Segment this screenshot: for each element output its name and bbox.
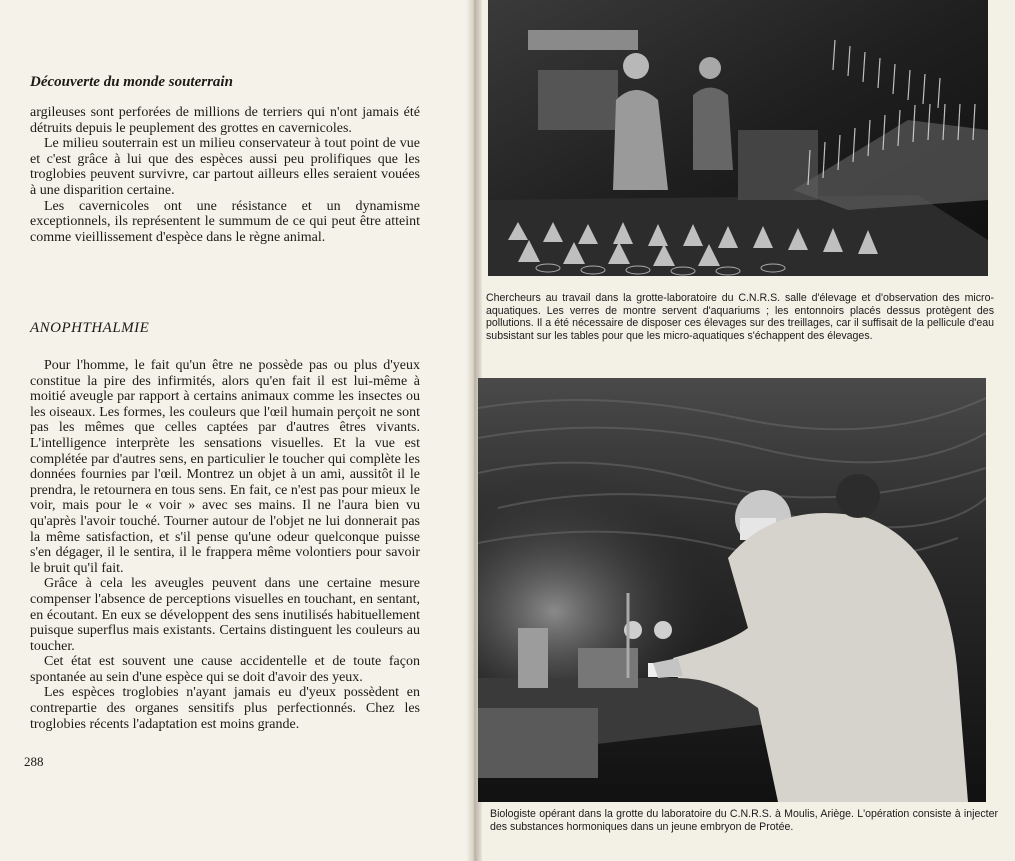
photo-laboratory-funnels [488, 0, 988, 276]
paragraph: Pour l'homme, le fait qu'un être ne possède pas ou plus d'yeux constitue la pire des infirmités, alors qu'en fait il est lui-même à moitié aveugle par rapport à certains animaux comme les insectes ou les oiseaux. Les formes, les couleurs que l'œil humain perçoit ne sont pas les mêmes que celles captées par d'autres êtres vivants. L'intelligence interprète les sensations visuelles. Et la vue est complétée par d'autres sens, en particulier le toucher qui complète les données fournies par l'œil. Montrez un objet à un ami, aussitôt il le prendra, le retournera en tous sens. En fait, ce n'est pas pour mieux le voir, mais pour le « voir » avec ses mains. Il ne l'aura bien vu qu'après l'avoir touché. Tourner autour de l'objet ne lui donnerait pas la même satisfaction, et s'il pense qu'une odeur quelconque puisse s'en dégager, il le sentira, il le frappera même volontiers pour savoir le bruit qu'il fait. [30, 358, 420, 576]
paragraph: Cet état est souvent une cause accidentelle et de toute façon spontanée au sein d'une espèce qui se doit d'avoir des yeux. [30, 654, 420, 685]
paragraph: Le milieu souterrain est un milieu conservateur à tout point de vue et c'est grâce à lui que des espèces aussi peu prolifiques que les troglobies peuvent survivre, car partout ailleurs elles seraient vouées à une disparition certaine. [30, 136, 420, 198]
section-title: Découverte du monde souterrain [30, 74, 233, 90]
body-text-intro [30, 105, 420, 245]
paragraph: Les cavernicoles ont une résistance et un dynamisme exceptionnels, ils représentent le summum de ce qui peut être atteint comme vieillissement d'espèce dans le règne animal. [30, 198, 420, 245]
paragraph: argileuses sont perforées de millions de terriers qui n'ont jamais été détruits depuis le peuplement des grottes en cavernicoles. [30, 105, 420, 136]
subheading: ANOPHTHALMIE [30, 320, 150, 336]
caption-top: Chercheurs au travail dans la grotte-laboratoire du C.N.R.S. salle d'élevage et d'observation des micro-aquatiques. Les verres de montre servent d'aquariums ; les entonnoirs placés dessus protègent des pollutions. Il a été nécessaire de disposer ces élevages sur des treillages, car il suffisait de la pellicule d'eau subsistant sur les tables pour que les micro-aquatiques s'échappent des élevages. [486, 292, 994, 342]
photo-biologist [478, 378, 986, 802]
paragraph: Les espèces troglobies n'ayant jamais eu d'yeux possèdent en contrepartie des organes sensitifs plus perfectionnés. Chez les troglobies récents l'adaptation est moins grande. [30, 685, 420, 732]
caption-bottom: Biologiste opérant dans la grotte du laboratoire du C.N.R.S. à Moulis, Ariège. L'opération consiste à injecter des substances hormoniques dans un jeune embryon de Protée. [490, 808, 998, 833]
body-text-anophthalmie [30, 358, 420, 732]
paragraph: Grâce à cela les aveugles peuvent dans une certaine mesure compenser l'absence de perceptions visuelles en touchant, en sentant, en écoutant. En eux se développent des sens inutilisés habituellement puisque superflus mais existants. Certains distinguent les couleurs au toucher. [30, 576, 420, 654]
page-number: 288 [24, 754, 44, 769]
